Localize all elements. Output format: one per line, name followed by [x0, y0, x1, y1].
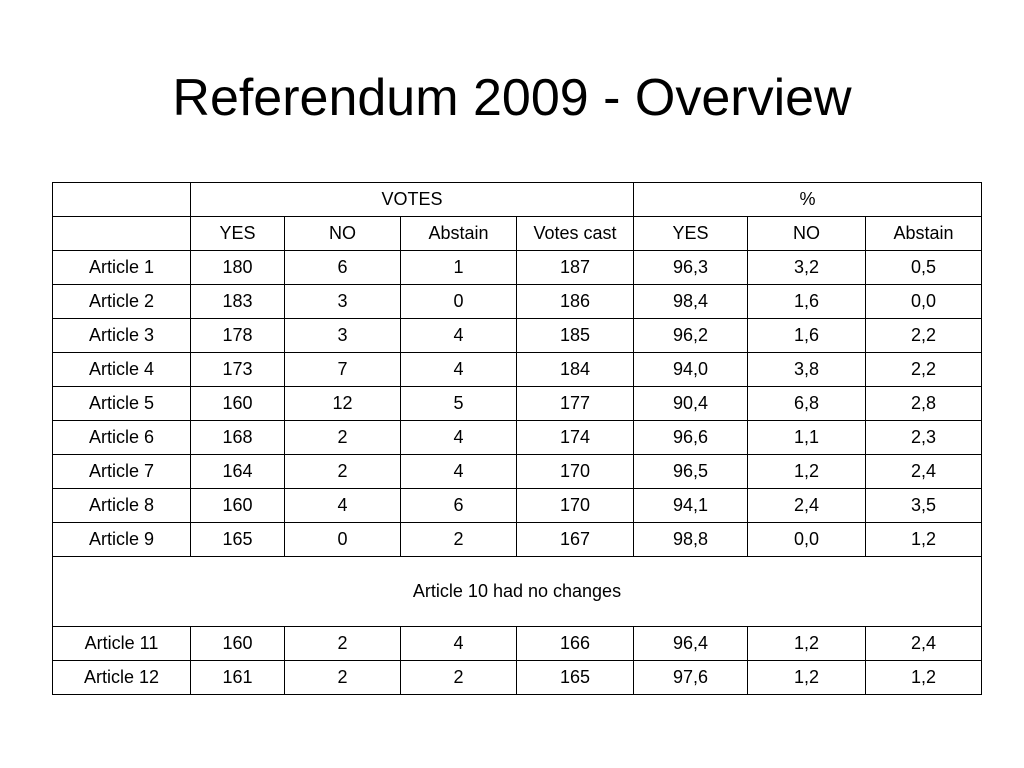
column-header: Abstain — [866, 217, 982, 251]
table-cell: 0,0 — [748, 523, 866, 557]
table-cell: 177 — [517, 387, 634, 421]
table-cell: 174 — [517, 421, 634, 455]
corner-cell — [53, 183, 191, 217]
table-cell: 184 — [517, 353, 634, 387]
table-cell: 2,4 — [866, 627, 982, 661]
table-cell: 4 — [401, 319, 517, 353]
table-cell: 166 — [517, 627, 634, 661]
table-cell: 6 — [285, 251, 401, 285]
table-cell: 0,5 — [866, 251, 982, 285]
table-cell: 5 — [401, 387, 517, 421]
column-header: NO — [748, 217, 866, 251]
row-label: Article 12 — [53, 661, 191, 695]
row-label: Article 8 — [53, 489, 191, 523]
row-label: Article 3 — [53, 319, 191, 353]
table-cell: 90,4 — [634, 387, 748, 421]
table-cell: 2,2 — [866, 353, 982, 387]
table-row — [53, 387, 982, 421]
table-cell: 3 — [285, 319, 401, 353]
table-cell: 98,8 — [634, 523, 748, 557]
percent-group-header: % — [634, 183, 982, 217]
table-cell: 1,2 — [748, 455, 866, 489]
table-cell: 180 — [191, 251, 285, 285]
table-cell: 2,8 — [866, 387, 982, 421]
note-cell: Article 10 had no changes — [53, 557, 982, 627]
table-cell: 1,2 — [866, 661, 982, 695]
table-cell: 2 — [285, 455, 401, 489]
table-cell: 94,0 — [634, 353, 748, 387]
table-cell: 2 — [285, 627, 401, 661]
note-row — [53, 557, 982, 627]
table-cell: 2 — [401, 523, 517, 557]
table-row — [53, 353, 982, 387]
table-cell: 96,4 — [634, 627, 748, 661]
table-cell: 2,2 — [866, 319, 982, 353]
table-cell: 160 — [191, 627, 285, 661]
table-row — [53, 455, 982, 489]
table-cell: 1,6 — [748, 285, 866, 319]
table-row — [53, 251, 982, 285]
table-cell: 6,8 — [748, 387, 866, 421]
table-cell: 164 — [191, 455, 285, 489]
table-cell: 4 — [401, 353, 517, 387]
column-header: Votes cast — [517, 217, 634, 251]
table-cell: 0 — [401, 285, 517, 319]
row-label: Article 5 — [53, 387, 191, 421]
row-label: Article 7 — [53, 455, 191, 489]
table-cell: 0,0 — [866, 285, 982, 319]
column-header: YES — [634, 217, 748, 251]
row-label: Article 4 — [53, 353, 191, 387]
table-cell: 2 — [401, 661, 517, 695]
table-cell: 12 — [285, 387, 401, 421]
slide-title: Referendum 2009 - Overview — [172, 69, 852, 127]
votes-group-header: VOTES — [191, 183, 634, 217]
table-cell: 2 — [285, 421, 401, 455]
table-cell: 186 — [517, 285, 634, 319]
table-cell: 173 — [191, 353, 285, 387]
table-cell: 161 — [191, 661, 285, 695]
table-cell: 3,8 — [748, 353, 866, 387]
table-cell: 2 — [285, 661, 401, 695]
table-cell: 170 — [517, 455, 634, 489]
table-cell: 1 — [401, 251, 517, 285]
table-cell: 97,6 — [634, 661, 748, 695]
table-cell: 168 — [191, 421, 285, 455]
table-cell: 1,6 — [748, 319, 866, 353]
table-cell: 165 — [191, 523, 285, 557]
table-cell: 3,5 — [866, 489, 982, 523]
table-cell: 2,4 — [748, 489, 866, 523]
table-cell: 98,4 — [634, 285, 748, 319]
table-cell: 4 — [401, 455, 517, 489]
table-row — [53, 285, 982, 319]
table-cell: 0 — [285, 523, 401, 557]
row-label: Article 9 — [53, 523, 191, 557]
table-row — [53, 319, 982, 353]
table-cell: 160 — [191, 489, 285, 523]
table-cell: 1,1 — [748, 421, 866, 455]
table-cell: 94,1 — [634, 489, 748, 523]
table-cell: 185 — [517, 319, 634, 353]
table-cell: 3 — [285, 285, 401, 319]
table-cell: 165 — [517, 661, 634, 695]
table-cell: 2,3 — [866, 421, 982, 455]
table-row — [53, 627, 982, 661]
table-cell: 1,2 — [748, 627, 866, 661]
column-header: Abstain — [401, 217, 517, 251]
column-header: NO — [285, 217, 401, 251]
table-cell: 170 — [517, 489, 634, 523]
table-cell: 1,2 — [866, 523, 982, 557]
table-cell: 6 — [401, 489, 517, 523]
table-cell: 160 — [191, 387, 285, 421]
table-row — [53, 661, 982, 695]
table-cell: 183 — [191, 285, 285, 319]
table-cell: 96,5 — [634, 455, 748, 489]
row-label: Article 1 — [53, 251, 191, 285]
row-label: Article 11 — [53, 627, 191, 661]
table-cell: 96,2 — [634, 319, 748, 353]
table-cell: 178 — [191, 319, 285, 353]
row-label: Article 2 — [53, 285, 191, 319]
column-header-row — [53, 217, 982, 251]
row-label: Article 6 — [53, 421, 191, 455]
table-cell: 4 — [401, 421, 517, 455]
table-row — [53, 489, 982, 523]
table-cell: 96,3 — [634, 251, 748, 285]
group-header-row — [53, 183, 982, 217]
table-cell: 2,4 — [866, 455, 982, 489]
table-cell: 167 — [517, 523, 634, 557]
table-cell: 3,2 — [748, 251, 866, 285]
table-cell: 4 — [401, 627, 517, 661]
referendum-table — [52, 182, 982, 695]
table-cell: 4 — [285, 489, 401, 523]
table-cell: 96,6 — [634, 421, 748, 455]
column-header: YES — [191, 217, 285, 251]
table-row — [53, 523, 982, 557]
table-cell: 1,2 — [748, 661, 866, 695]
table-cell: 7 — [285, 353, 401, 387]
column-header — [53, 217, 191, 251]
table-row — [53, 421, 982, 455]
table-cell: 187 — [517, 251, 634, 285]
